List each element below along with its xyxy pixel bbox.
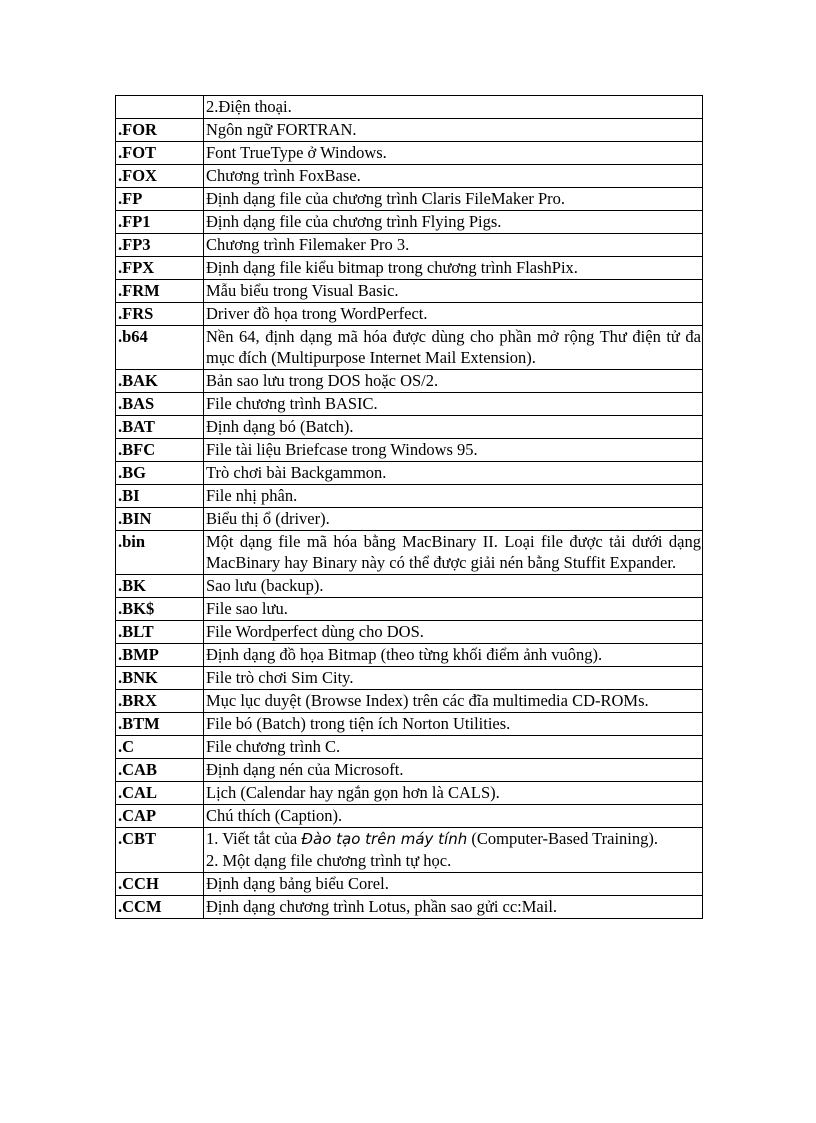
description-line: File tài liệu Briefcase trong Windows 95. — [206, 440, 478, 459]
description-cell — [204, 326, 703, 370]
extension-cell: .CCH — [116, 873, 204, 896]
description-cell — [204, 805, 703, 828]
table-row — [116, 598, 703, 621]
extension-cell: .BTM — [116, 713, 204, 736]
description-line — [206, 828, 701, 850]
extension-cell: .BG — [116, 462, 204, 485]
extension-cell: .FOT — [116, 142, 204, 165]
extension-cell: .BI — [116, 485, 204, 508]
description-cell — [204, 598, 703, 621]
table-row — [116, 873, 703, 896]
extension-cell: .C — [116, 736, 204, 759]
description-cell — [204, 508, 703, 531]
description-line: Định dạng file của chương trình Flying Pigs. — [206, 212, 502, 231]
extension-cell: .BAT — [116, 416, 204, 439]
description-cell — [204, 690, 703, 713]
description-line: File Wordperfect dùng cho DOS. — [206, 622, 424, 641]
description-line: Font TrueType ở Windows. — [206, 143, 387, 162]
description-cell — [204, 667, 703, 690]
description-cell — [204, 188, 703, 211]
description-cell — [204, 713, 703, 736]
table-row — [116, 531, 703, 575]
description-cell — [204, 234, 703, 257]
table-row — [116, 370, 703, 393]
extension-cell: .BAK — [116, 370, 204, 393]
description-line: Chương trình Filemaker Pro 3. — [206, 235, 410, 254]
description-cell — [204, 211, 703, 234]
description-line: File nhị phân. — [206, 486, 298, 505]
description-cell — [204, 896, 703, 919]
description-text: 1. Viết tắt của — [206, 829, 302, 848]
table-body — [116, 96, 703, 919]
description-cell — [204, 96, 703, 119]
description-line: Định dạng file của chương trình Claris FileMaker Pro. — [206, 189, 566, 208]
description-cell — [204, 303, 703, 326]
table-row — [116, 667, 703, 690]
description-line: Chú thích (Caption). — [206, 806, 343, 825]
description-line: Trò chơi bài Backgammon. — [206, 463, 387, 482]
table-row — [116, 257, 703, 280]
description-line: Định dạng nén của Microsoft. — [206, 760, 404, 779]
description-line: File chương trình BASIC. — [206, 394, 378, 413]
extension-cell: .CBT — [116, 828, 204, 873]
description-cell — [204, 759, 703, 782]
description-line: File sao lưu. — [206, 599, 288, 618]
description-line: Nền 64, định dạng mã hóa được dùng cho phần mở rộng Thư điện tử đa mục đích (Multipurpose Internet Mail Extension). — [206, 327, 701, 367]
description-line: Định dạng bảng biểu Corel. — [206, 874, 389, 893]
extension-cell: .bin — [116, 531, 204, 575]
table-row — [116, 508, 703, 531]
description-line: 2.Điện thoại. — [206, 97, 292, 116]
table-row — [116, 736, 703, 759]
extension-cell: .FRS — [116, 303, 204, 326]
document-page — [115, 95, 703, 919]
table-row — [116, 896, 703, 919]
description-line: Bản sao lưu trong DOS hoặc OS/2. — [206, 371, 439, 390]
table-row — [116, 280, 703, 303]
description-cell — [204, 575, 703, 598]
table-row — [116, 234, 703, 257]
description-line: Biểu thị ổ (driver). — [206, 509, 330, 528]
table-row — [116, 188, 703, 211]
table-row — [116, 462, 703, 485]
extension-cell: .BMP — [116, 644, 204, 667]
table-row — [116, 119, 703, 142]
description-cell — [204, 736, 703, 759]
table-row — [116, 416, 703, 439]
description-cell — [204, 462, 703, 485]
description-cell — [204, 621, 703, 644]
description-line: Định dạng bó (Batch). — [206, 417, 354, 436]
extension-cell: .CAL — [116, 782, 204, 805]
description-line: File chương trình C. — [206, 737, 341, 756]
description-line: Chương trình FoxBase. — [206, 166, 361, 185]
table-row — [116, 690, 703, 713]
table-row — [116, 782, 703, 805]
extension-cell: .FP3 — [116, 234, 204, 257]
table-row — [116, 326, 703, 370]
description-line: Một dạng file mã hóa bằng MacBinary II. Loại file được tải dưới dạng MacBinary hay Binary này có thể được giải nén bằng Stuffit Expander. — [206, 532, 701, 572]
description-line: Driver đồ họa trong WordPerfect. — [206, 304, 428, 323]
table-row — [116, 644, 703, 667]
description-text: (Computer-Based Training). — [467, 829, 659, 848]
table-row — [116, 828, 703, 873]
table-row — [116, 805, 703, 828]
description-line: Mục lục duyệt (Browse Index) trên các đĩa multimedia CD-ROMs. — [206, 691, 649, 710]
description-line: Lịch (Calendar hay ngắn gọn hơn là CALS). — [206, 783, 500, 802]
description-cell — [204, 485, 703, 508]
table-row — [116, 142, 703, 165]
description-cell — [204, 257, 703, 280]
description-cell — [204, 119, 703, 142]
description-cell — [204, 644, 703, 667]
description-cell — [204, 416, 703, 439]
table-row — [116, 759, 703, 782]
extension-cell: .BAS — [116, 393, 204, 416]
file-extension-table — [115, 95, 703, 919]
table-row — [116, 439, 703, 462]
extension-cell: .CAB — [116, 759, 204, 782]
extension-cell: .CCM — [116, 896, 204, 919]
extension-cell — [116, 96, 204, 119]
extension-cell: .FPX — [116, 257, 204, 280]
table-row — [116, 165, 703, 188]
description-line: Định dạng file kiểu bitmap trong chương trình FlashPix. — [206, 258, 578, 277]
table-row — [116, 713, 703, 736]
extension-cell: .BFC — [116, 439, 204, 462]
table-row — [116, 575, 703, 598]
table-row — [116, 621, 703, 644]
description-line: Ngôn ngữ FORTRAN. — [206, 120, 357, 139]
description-cell — [204, 873, 703, 896]
description-line: Định dạng chương trình Lotus, phần sao gửi cc:Mail. — [206, 897, 558, 916]
extension-cell: .FOR — [116, 119, 204, 142]
extension-cell: .FRM — [116, 280, 204, 303]
description-line: File trò chơi Sim City. — [206, 668, 354, 687]
description-line: Sao lưu (backup). — [206, 576, 324, 595]
description-line: Mẫu biểu trong Visual Basic. — [206, 281, 399, 300]
extension-cell: .b64 — [116, 326, 204, 370]
description-cell — [204, 370, 703, 393]
description-cell — [204, 142, 703, 165]
description-cell — [204, 782, 703, 805]
table-row — [116, 393, 703, 416]
description-cell — [204, 828, 703, 873]
extension-cell: .BK — [116, 575, 204, 598]
description-cell — [204, 531, 703, 575]
extension-cell: .FP1 — [116, 211, 204, 234]
description-cell — [204, 439, 703, 462]
table-row — [116, 485, 703, 508]
extension-cell: .BLT — [116, 621, 204, 644]
extension-cell: .BK$ — [116, 598, 204, 621]
description-line: 2. Một dạng file chương trình tự học. — [206, 851, 452, 870]
extension-cell: .FOX — [116, 165, 204, 188]
extension-cell: .FP — [116, 188, 204, 211]
extension-cell: .CAP — [116, 805, 204, 828]
table-row — [116, 303, 703, 326]
description-line: Định dạng đồ họa Bitmap (theo từng khối điểm ảnh vuông). — [206, 645, 603, 664]
extension-cell: .BNK — [116, 667, 204, 690]
table-row — [116, 211, 703, 234]
description-line: File bó (Batch) trong tiện ích Norton Utilities. — [206, 714, 511, 733]
description-cell — [204, 393, 703, 416]
table-row — [116, 96, 703, 119]
description-cell — [204, 280, 703, 303]
extension-cell: .BRX — [116, 690, 204, 713]
description-cell — [204, 165, 703, 188]
extension-cell: .BIN — [116, 508, 204, 531]
description-italic-text: Đào tạo trên máy tính — [301, 830, 468, 848]
